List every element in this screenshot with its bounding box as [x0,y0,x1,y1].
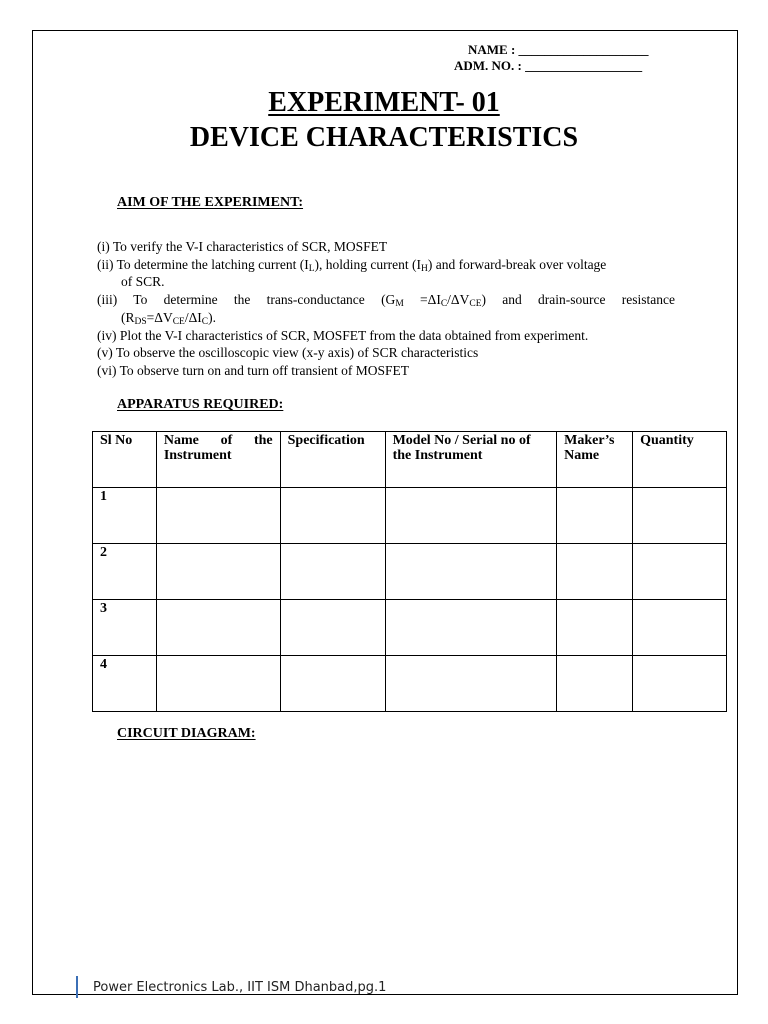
cell-maker-name [557,600,633,656]
apparatus-table [92,431,727,712]
aim-item-ii: (ii) To determine the latching current $(I_L)$, holding current $(I_H)$ and forward-break over voltage [97,256,607,274]
adm-no-blank: __________________ [525,58,643,73]
row-sl-no: 1 [93,488,157,544]
name-blank: ____________________ [518,42,649,57]
name-field [440,42,680,58]
aim-item-iii-continued: $(R_{DS}=\Delta V_{CE}/\Delta I_C)$. [121,309,216,327]
cell-specification [280,488,385,544]
adm-no-label: ADM. NO. : [454,58,522,73]
footer-accent-bar [76,976,78,998]
cell-specification [280,544,385,600]
col-specification: Specification [280,432,385,488]
cell-instrument-name [156,600,280,656]
col-model-serial: Model No / Serial no of the Instrument [385,432,557,488]
apparatus-heading: APPARATUS REQUIRED: [117,397,284,412]
row-sl-no: 2 [93,544,157,600]
table-row [93,488,727,544]
aim-item-iii: (iii) To determine the trans-conductance $(G_M =\Delta I_C/\Delta V_{CE})$ and drain-source resistance [97,292,675,310]
table-row [93,544,727,600]
cell-instrument-name [156,488,280,544]
table-row [93,656,727,712]
cell-quantity [633,656,727,712]
col-sl-no: Sl No [93,432,157,488]
aim-item-iv: (iv) Plot the V-I characteristics of SCR, MOSFET from the data obtained from experiment. [97,327,589,343]
cell-specification [280,600,385,656]
cell-maker-name [557,544,633,600]
col-maker-name: Maker’s Name [557,432,633,488]
cell-maker-name [557,488,633,544]
aim-item-vi: (vi) To observe turn on and turn off transient of MOSFET [97,362,410,378]
cell-quantity [633,488,727,544]
name-label: NAME : [468,42,516,57]
experiment-title: EXPERIMENT- 01 [268,87,500,118]
table-header-row [93,432,727,488]
adm-no-field [440,58,680,74]
cell-instrument-name [156,544,280,600]
experiment-subtitle: DEVICE CHARACTERISTICS [189,122,579,153]
cell-quantity [633,544,727,600]
col-quantity: Quantity [633,432,727,488]
row-sl-no: 3 [93,600,157,656]
cell-specification [280,656,385,712]
cell-model-serial [385,488,557,544]
footer-text: Power Electronics Lab., IIT ISM Dhanbad,pg.1 [93,979,387,995]
aim-list [97,238,675,380]
cell-model-serial [385,544,557,600]
aim-heading: AIM OF THE EXPERIMENT: [117,195,304,210]
cell-quantity [633,600,727,656]
cell-model-serial [385,656,557,712]
student-header [440,42,680,74]
circuit-diagram-heading: CIRCUIT DIAGRAM: [117,726,256,741]
aim-item-ii-continued: of SCR. [121,274,165,290]
cell-model-serial [385,600,557,656]
aim-item-i: (i) To verify the V-I characteristics of SCR, MOSFET [97,239,388,254]
col-instrument-name: Name of the Instrument [156,432,280,488]
table-row [93,600,727,656]
page-footer [76,976,386,998]
row-sl-no: 4 [93,656,157,712]
aim-item-v: (v) To observe the oscilloscopic view (x-y axis) of SCR characteristics [97,345,479,361]
cell-maker-name [557,656,633,712]
cell-instrument-name [156,656,280,712]
